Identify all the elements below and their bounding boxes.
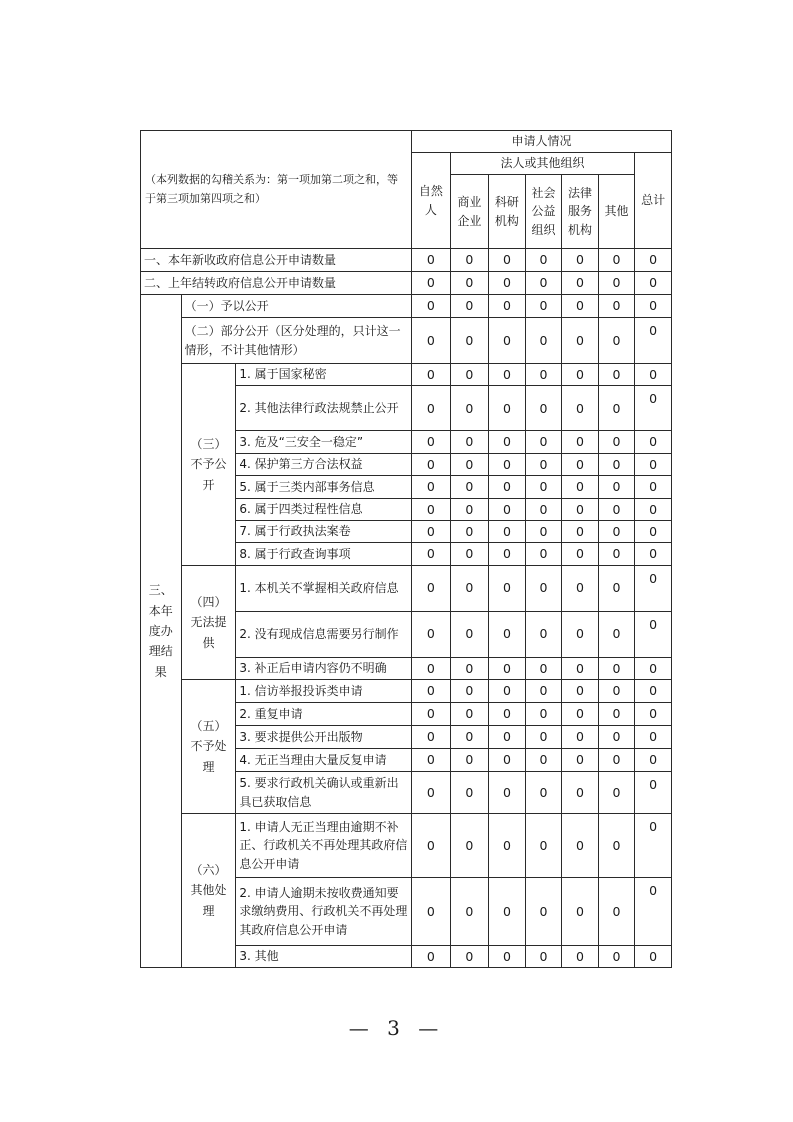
cell-value: 0 [525,749,562,772]
cell-value: 0 [525,611,562,657]
cell-value: 0 [412,318,451,364]
cell-value: 0 [489,878,526,946]
cell-total: 0 [635,272,672,295]
cell-value: 0 [489,476,526,498]
table-row [141,318,672,364]
row-label: 7. 属于行政执法案卷 [236,520,412,542]
cell-total: 0 [635,749,672,772]
cell-value: 0 [562,680,599,703]
cell-value: 0 [412,543,451,565]
cell-value: 0 [489,680,526,703]
row-label: 4. 保护第三方合法权益 [236,453,412,475]
cell-value: 0 [598,565,635,611]
cell-value: 0 [412,946,451,968]
group-label-g3: （三）不予公开 [181,364,236,566]
cell-total: 0 [635,772,672,814]
cell-value: 0 [598,726,635,749]
cell-value: 0 [525,453,562,475]
cell-value: 0 [489,657,526,679]
table-row [141,272,672,295]
row-label: 1. 属于国家秘密 [236,364,412,386]
cell-total: 0 [635,680,672,703]
cell-value: 0 [450,749,489,772]
cell-value: 0 [450,386,489,431]
cell-total: 0 [635,878,672,946]
cell-value: 0 [525,946,562,968]
cell-value: 0 [412,565,451,611]
table-row [141,364,672,386]
cell-value: 0 [525,726,562,749]
cell-value: 0 [562,295,599,318]
cell-value: 0 [562,946,599,968]
cell-value: 0 [562,814,599,878]
cell-value: 0 [525,364,562,386]
cell-value: 0 [598,476,635,498]
table-row [141,565,672,611]
table-row [141,680,672,703]
cell-value: 0 [489,249,526,272]
cell-value: 0 [450,946,489,968]
cell-value: 0 [412,749,451,772]
cell-value: 0 [412,476,451,498]
cell-value: 0 [412,657,451,679]
cell-value: 0 [525,878,562,946]
row-label: 6. 属于四类过程性信息 [236,498,412,520]
cell-value: 0 [598,249,635,272]
cell-value: 0 [489,295,526,318]
cell-value: 0 [412,431,451,453]
cell-value: 0 [525,680,562,703]
table-row [141,814,672,878]
cell-value: 0 [450,520,489,542]
cell-value: 0 [489,749,526,772]
row-label: 2. 申请人逾期未按收费通知要求缴纳费用、行政机关不再处理其政府信息公开申请 [236,878,412,946]
cell-value: 0 [450,364,489,386]
page-number: — 3 — [348,1016,445,1040]
cell-value: 0 [450,814,489,878]
cell-value: 0 [412,726,451,749]
cell-value: 0 [562,703,599,726]
cell-value: 0 [450,657,489,679]
table-row [141,295,672,318]
table-note: （本列数据的勾稽关系为：第一项加第二项之和，等于第三项加第四项之和） [141,131,412,249]
cell-value: 0 [412,611,451,657]
cell-value: 0 [562,498,599,520]
row-label: 4. 无正当理由大量反复申请 [236,749,412,772]
cell-total: 0 [635,476,672,498]
cell-value: 0 [412,386,451,431]
row-label: 3. 补正后申请内容仍不明确 [236,657,412,679]
cell-value: 0 [450,498,489,520]
cell-value: 0 [450,878,489,946]
row-label: 5. 要求行政机关确认或重新出具已获取信息 [236,772,412,814]
cell-value: 0 [525,272,562,295]
cell-value: 0 [598,431,635,453]
cell-total: 0 [635,364,672,386]
cell-value: 0 [450,453,489,475]
cell-total: 0 [635,726,672,749]
row-label: 1. 本机关不掌握相关政府信息 [236,565,412,611]
cell-value: 0 [450,249,489,272]
cell-value: 0 [562,386,599,431]
cell-value: 0 [525,703,562,726]
cell-value: 0 [598,498,635,520]
cell-value: 0 [562,364,599,386]
cell-value: 0 [450,565,489,611]
row-label: 1. 申请人无正当理由逾期不补正、行政机关不再处理其政府信息公开申请 [236,814,412,878]
cell-total: 0 [635,318,672,364]
cell-value: 0 [489,453,526,475]
cell-total: 0 [635,453,672,475]
row-label: （一）予以公开 [181,295,411,318]
cell-value: 0 [489,386,526,431]
cell-value: 0 [489,814,526,878]
cell-value: 0 [562,772,599,814]
row-label: 2. 重复申请 [236,703,412,726]
cell-value: 0 [489,611,526,657]
cell-value: 0 [598,749,635,772]
cell-value: 0 [489,565,526,611]
cell-value: 0 [489,543,526,565]
cell-total: 0 [635,814,672,878]
cell-value: 0 [562,249,599,272]
cell-total: 0 [635,249,672,272]
row-label: 二、上年结转政府信息公开申请数量 [141,272,412,295]
row-label: 3. 危及“三安全一稳定” [236,431,412,453]
cell-value: 0 [562,272,599,295]
cell-total: 0 [635,386,672,431]
cell-value: 0 [598,611,635,657]
cell-total: 0 [635,946,672,968]
cell-value: 0 [525,498,562,520]
cell-value: 0 [450,431,489,453]
row-label: 2. 没有现成信息需要另行制作 [236,611,412,657]
cell-value: 0 [450,318,489,364]
cell-value: 0 [598,878,635,946]
cell-value: 0 [598,703,635,726]
cell-total: 0 [635,565,672,611]
cell-value: 0 [412,453,451,475]
cell-value: 0 [489,520,526,542]
row-label: 5. 属于三类内部事务信息 [236,476,412,498]
cell-value: 0 [598,453,635,475]
cell-value: 0 [412,498,451,520]
cell-value: 0 [489,364,526,386]
cell-total: 0 [635,657,672,679]
cell-total: 0 [635,543,672,565]
col-commercial-enterprise: 商业企业 [450,175,489,249]
cell-value: 0 [412,878,451,946]
cell-value: 0 [525,543,562,565]
cell-value: 0 [598,520,635,542]
report-table [140,130,672,968]
cell-value: 0 [412,520,451,542]
cell-value: 0 [450,272,489,295]
cell-value: 0 [489,946,526,968]
row-label: 3. 要求提供公开出版物 [236,726,412,749]
cell-value: 0 [525,814,562,878]
row-label: （二）部分公开（区分处理的，只计这一情形，不计其他情形） [181,318,411,364]
cell-value: 0 [598,772,635,814]
cell-value: 0 [562,431,599,453]
cell-value: 0 [450,611,489,657]
cell-value: 0 [525,520,562,542]
cell-value: 0 [489,318,526,364]
cell-value: 0 [562,453,599,475]
cell-value: 0 [412,249,451,272]
cell-value: 0 [450,295,489,318]
cell-total: 0 [635,703,672,726]
applicant-situation-header: 申请人情况 [412,131,672,153]
col-public-welfare-org: 社会公益组织 [525,175,562,249]
cell-value: 0 [489,703,526,726]
row-label: 一、本年新收政府信息公开申请数量 [141,249,412,272]
cell-value: 0 [450,476,489,498]
cell-value: 0 [598,272,635,295]
cell-value: 0 [525,565,562,611]
cell-total: 0 [635,611,672,657]
group-label-g4: （四）无法提供 [181,565,236,679]
cell-value: 0 [562,726,599,749]
cell-total: 0 [635,295,672,318]
cell-value: 0 [562,749,599,772]
cell-value: 0 [525,249,562,272]
cell-value: 0 [489,498,526,520]
cell-value: 0 [525,476,562,498]
cell-value: 0 [562,657,599,679]
cell-total: 0 [635,520,672,542]
cell-value: 0 [598,386,635,431]
cell-value: 0 [489,272,526,295]
legal-person-group-header: 法人或其他组织 [450,153,635,175]
cell-value: 0 [450,726,489,749]
row-label: 2. 其他法律行政法规禁止公开 [236,386,412,431]
cell-value: 0 [562,611,599,657]
cell-value: 0 [525,431,562,453]
cell-total: 0 [635,498,672,520]
cell-value: 0 [525,295,562,318]
cell-value: 0 [598,680,635,703]
cell-value: 0 [598,946,635,968]
cell-value: 0 [562,543,599,565]
cell-value: 0 [525,772,562,814]
cell-value: 0 [525,386,562,431]
cell-value: 0 [598,814,635,878]
cell-value: 0 [412,814,451,878]
col-legal-service-institution: 法律服务机构 [562,175,599,249]
cell-value: 0 [412,772,451,814]
cell-value: 0 [412,364,451,386]
cell-value: 0 [598,657,635,679]
cell-value: 0 [450,772,489,814]
cell-value: 0 [562,520,599,542]
cell-value: 0 [598,543,635,565]
col-natural-person: 自然人 [412,153,451,249]
cell-value: 0 [412,703,451,726]
cell-total: 0 [635,431,672,453]
table-row [141,249,672,272]
cell-value: 0 [598,364,635,386]
col-other: 其他 [598,175,635,249]
section3-label: 三、本年度办理结果 [141,295,182,968]
cell-value: 0 [450,703,489,726]
row-label: 1. 信访举报投诉类申请 [236,680,412,703]
cell-value: 0 [489,431,526,453]
cell-value: 0 [562,565,599,611]
row-label: 8. 属于行政查询事项 [236,543,412,565]
col-research-institution: 科研机构 [489,175,526,249]
cell-value: 0 [562,318,599,364]
cell-value: 0 [598,318,635,364]
cell-value: 0 [489,772,526,814]
cell-value: 0 [450,680,489,703]
cell-value: 0 [525,657,562,679]
col-total: 总计 [635,153,672,249]
cell-value: 0 [598,295,635,318]
cell-value: 0 [562,476,599,498]
cell-value: 0 [412,295,451,318]
cell-value: 0 [450,543,489,565]
cell-value: 0 [412,680,451,703]
row-label: 3. 其他 [236,946,412,968]
cell-value: 0 [562,878,599,946]
cell-value: 0 [525,318,562,364]
cell-value: 0 [412,272,451,295]
group-label-g6: （六）其他处理 [181,814,236,968]
cell-value: 0 [489,726,526,749]
group-label-g5: （五）不予处理 [181,680,236,814]
